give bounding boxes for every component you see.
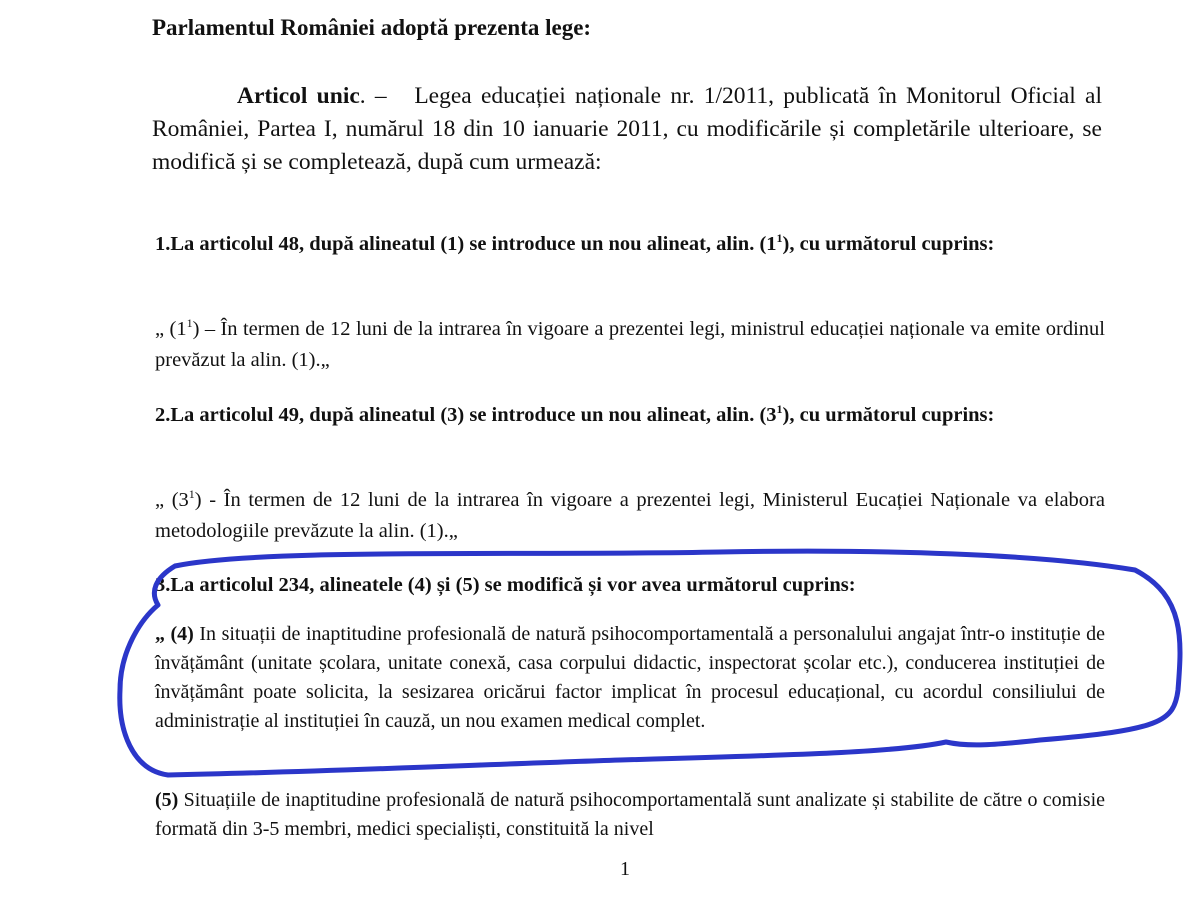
paragraph-5 [155,786,1105,844]
page-number: 1 [620,858,630,880]
article-text: Legea educației naționale nr. 1/2011, publicată în Monitorul Oficial al României, Partea I, numărul 18 din 10 ianuarie 2011, cu modificările și completările ulterioare, se modifică și se completează, după cum urmează: [152,83,1103,175]
amendment-1-title: 1.La articolul 48, după alineatul (1) se introduce un nou alineat, alin. $(1^1)$, cu următorul cuprins: [155,231,995,255]
paragraph-4 [155,620,1105,736]
paragraph-4-label: „ (4) [155,623,194,645]
amendment-1-quote: „ $(1^1)$ – În termen de 12 luni de la intrarea în vigoare a prezentei legi, ministrul educației naționale va emite ordinul prevăzut la alin. (1).„ [155,316,1105,371]
law-adoption-heading: Parlamentul României adoptă prezenta lege: [152,15,592,40]
amendment-2-quote: „ $(3^1)$ - În termen de 12 luni de la intrarea în vigoare a prezentei legi, Ministerul Eucației Naționale va elabora metodologiile prevăzute la alin. (1).„ [155,487,1105,542]
article-unic [152,80,1102,179]
article-label: Articol unic [237,83,360,109]
amendment-2-title: 2.La articolul 49, după alineatul (3) se introduce un nou alineat, alin. $(3^1)$, cu următorul cuprins: [155,402,995,426]
amendment-3-title: 3.La articolul 234, alineatele (4) și (5) se modifică și vor avea următorul cuprins: [155,574,856,596]
article-separator: . – [359,83,387,109]
paragraph-4-text: In situații de inaptitudine profesională de natură psihocomportamentală a personalului angajat într-o instituție de învățământ (unitate școlara, unitate conexă, casa corpului didactic, inspectorat școlar etc.), conducerea instituției de învățământ poate solicita, la sesizarea oricărui factor implicat în procesul educațional, cu acordul consiliului de administrație al instituției în cauză, un nou examen medical complet. [155,623,1106,732]
paragraph-5-label: (5) [155,789,179,811]
paragraph-5-text: Situațiile de inaptitudine profesională de natură psihocomportamentală sunt analizate și stabilite de către o comisie formată din 3-5 membri, medici specialiști, constituită la nivel [155,789,1105,840]
